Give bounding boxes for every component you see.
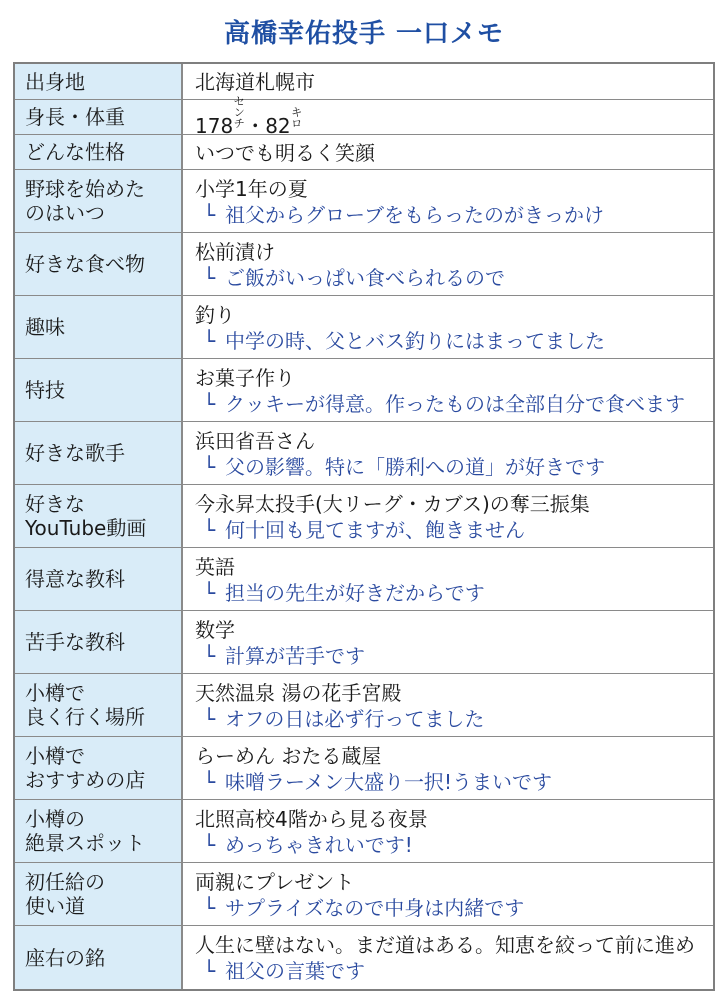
row-content [183, 737, 713, 799]
sub-marker-icon: └ [203, 580, 216, 605]
row-content [183, 135, 713, 169]
table-row [15, 610, 713, 673]
row-content [183, 548, 713, 610]
page-title: 高橋幸佑投手 一口メモ [223, 19, 505, 49]
sub-marker-icon: └ [203, 769, 216, 794]
sub-marker-icon: └ [203, 959, 216, 983]
row-label: 小樽で おすすめの店 [15, 737, 183, 799]
row-main-text: 小学1年の夏 [195, 176, 308, 201]
row-content [183, 359, 713, 421]
row-sub-text [195, 517, 705, 543]
row-main-text: 釣り [195, 302, 235, 327]
row-label: 好きな歌手 [15, 422, 183, 484]
row-sub-text [195, 454, 705, 480]
row-content [183, 926, 713, 989]
row-sub-comment: ご飯がいっぱい食べられるので [225, 265, 505, 290]
row-sub-text [195, 580, 705, 606]
height-value: 178 [195, 114, 234, 138]
row-content [183, 863, 713, 925]
row-content [183, 611, 713, 673]
row-main-text: 松前漬け [195, 239, 275, 264]
row-sub-text [195, 769, 705, 795]
table-row [15, 134, 713, 169]
row-sub-comment: 味噌ラーメン大盛り一択!うまいです [225, 769, 553, 794]
row-sub-text [195, 265, 705, 291]
table-row [15, 295, 713, 358]
row-main-text: 今永昇太投手(大リーグ・カブス)の奪三振集 [195, 491, 590, 516]
row-label: 身長・体重 [15, 100, 183, 134]
row-sub-comment: サプライズなので中身は内緒です [225, 895, 525, 920]
row-sub-comment: 計算が苦手です [225, 643, 365, 668]
row-sub-text [195, 832, 705, 858]
row-sub-text [195, 706, 705, 732]
row-main-text: 北照高校4階から見る夜景 [195, 806, 428, 831]
row-content [183, 296, 713, 358]
table-row [15, 547, 713, 610]
row-sub-comment: 中学の時、父とバス釣りにはまってました [225, 328, 605, 353]
row-content [183, 64, 713, 99]
row-label: 出身地 [15, 64, 183, 99]
row-label: 好きな YouTube動画 [15, 485, 183, 547]
row-sub-comment: オフの日は必ず行ってました [225, 706, 485, 731]
row-sub-text [195, 391, 705, 417]
sub-marker-icon: └ [203, 265, 216, 290]
row-main-text: 人生に壁はない。まだ道はある。知恵を絞って前に進め [195, 933, 695, 957]
table-row [15, 358, 713, 421]
row-sub-text [195, 202, 705, 228]
table-row [15, 736, 713, 799]
row-label: 野球を始めた のはいつ [15, 170, 183, 232]
row-sub-comment: めっちゃきれいです! [225, 832, 413, 857]
sub-marker-icon: └ [203, 643, 216, 668]
sub-marker-icon: └ [203, 832, 216, 857]
sub-marker-icon: └ [203, 391, 216, 416]
row-content [183, 170, 713, 232]
row-label: 苦手な教科 [15, 611, 183, 673]
row-sub-comment: 何十回も見てますが、飽きません [225, 517, 525, 542]
profile-table [13, 62, 715, 991]
row-label: 得意な教科 [15, 548, 183, 610]
row-label: 小樽で 良く行く場所 [15, 674, 183, 736]
separator: ・ [245, 114, 266, 138]
row-sub-text [195, 643, 705, 669]
sub-marker-icon: └ [203, 454, 216, 479]
table-row [15, 95, 713, 138]
row-main-text: いつでも明るく笑顔 [195, 140, 375, 165]
row-sub-text [195, 895, 705, 921]
row-content [183, 674, 713, 736]
row-sub-text [195, 328, 705, 354]
row-main-text: らーめん おたる蔵屋 [195, 743, 382, 768]
row-main-text: 英語 [195, 554, 235, 579]
table-row [15, 799, 713, 862]
row-main-text: 北海道札幌市 [195, 70, 315, 94]
row-content [183, 95, 713, 138]
row-main-text: 浜田省吾さん [195, 428, 315, 453]
table-row [15, 169, 713, 232]
table-row [15, 421, 713, 484]
row-content [183, 233, 713, 295]
table-row [15, 673, 713, 736]
height-unit: セン チ [233, 95, 245, 130]
table-row [15, 232, 713, 295]
row-sub-comment: 担当の先生が好きだからです [225, 580, 485, 605]
row-main-text: 天然温泉 湯の花手宮殿 [195, 680, 402, 705]
row-sub-comment: 祖父からグローブをもらったのがきっかけ [225, 202, 604, 227]
sub-marker-icon: └ [203, 328, 216, 353]
row-content [183, 422, 713, 484]
row-main-text: 数学 [195, 617, 235, 642]
sub-marker-icon: └ [203, 706, 216, 731]
row-label: 小樽の 絶景スポット [15, 800, 183, 862]
row-label: 初任給の 使い道 [15, 863, 183, 925]
row-sub-comment: クッキーが得意。作ったものは全部自分で食べます [225, 391, 685, 416]
row-main-text: 両親にプレゼント [195, 869, 355, 894]
row-label: 特技 [15, 359, 183, 421]
row-label: 趣味 [15, 296, 183, 358]
row-label: 好きな食べ物 [15, 233, 183, 295]
row-sub-comment: 祖父の言葉です [225, 959, 365, 983]
row-main-text: お菓子作り [195, 365, 295, 390]
table-row [15, 64, 713, 99]
weight-unit: キ ロ [291, 106, 303, 130]
sub-marker-icon: └ [203, 202, 216, 227]
row-main-text [195, 96, 705, 139]
table-row [15, 925, 713, 989]
row-label: 座右の銘 [15, 926, 183, 989]
row-sub-comment: 父の影響。特に「勝利への道」が好きです [225, 454, 605, 479]
sub-marker-icon: └ [203, 517, 216, 542]
table-row [15, 484, 713, 547]
weight-value: 82 [265, 114, 291, 138]
row-sub-text [195, 958, 705, 984]
row-content [183, 485, 713, 547]
table-row [15, 862, 713, 925]
row-content [183, 800, 713, 862]
row-label: どんな性格 [15, 135, 183, 169]
sub-marker-icon: └ [203, 895, 216, 920]
